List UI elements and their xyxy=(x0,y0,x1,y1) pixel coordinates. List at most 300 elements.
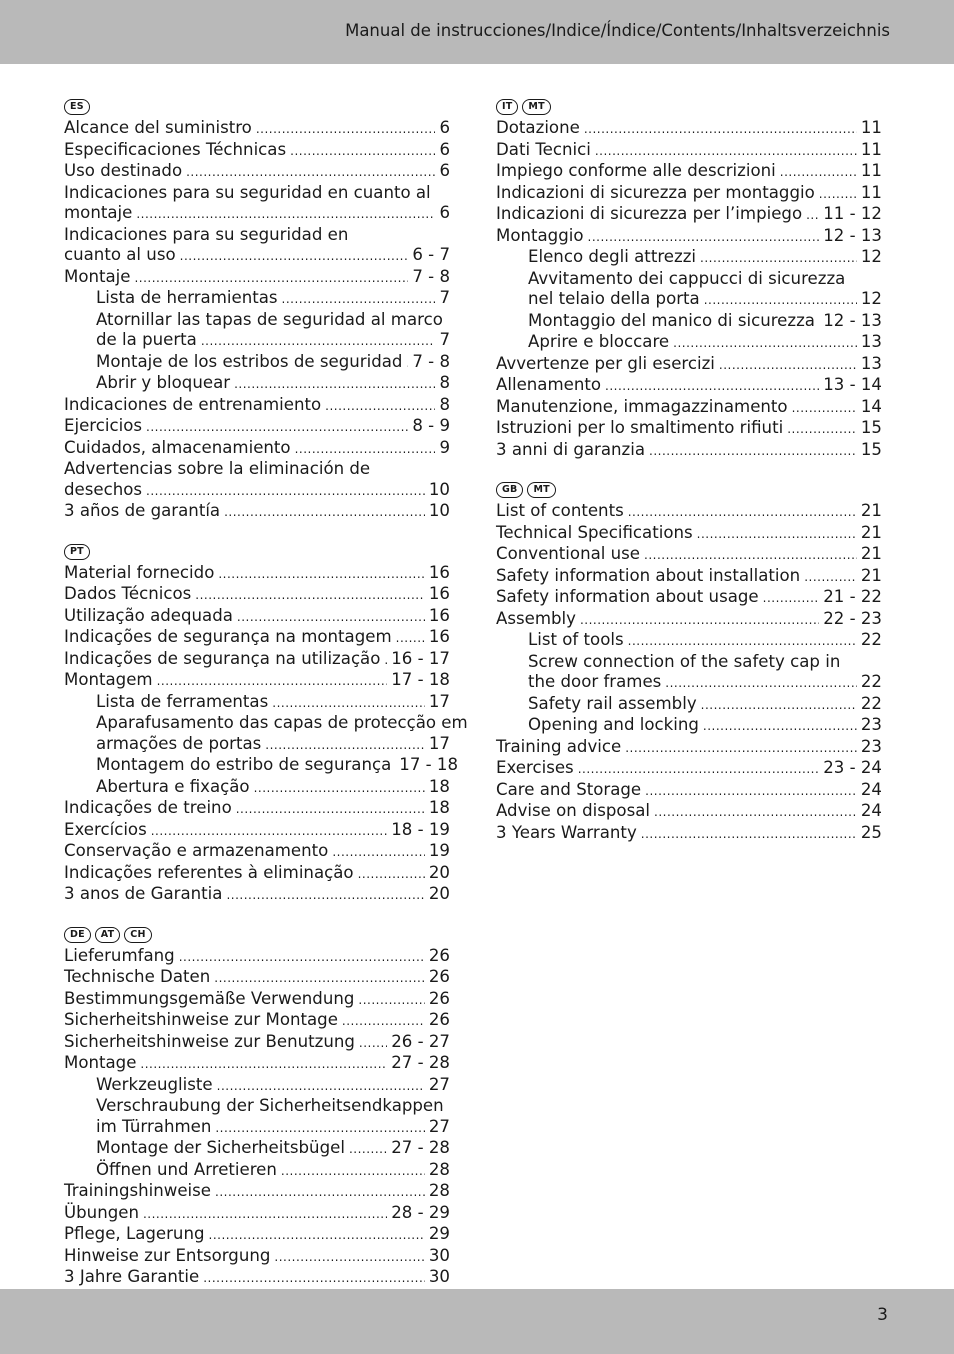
toc-entry xyxy=(496,544,882,566)
toc-entry xyxy=(496,161,882,183)
header-title: Manual de instrucciones/Indice/Índice/Contents/Inhaltsverzeichnis xyxy=(345,21,890,40)
dot-leader xyxy=(136,204,435,225)
toc-entry-title: Indicaciones de entrenamiento xyxy=(64,394,322,414)
toc-entry-title: List of tools xyxy=(528,630,624,649)
dot-leader xyxy=(236,799,425,820)
toc-entry-lead: Indicaciones para su seguridad en cuanto al xyxy=(64,182,431,202)
toc-entry xyxy=(64,820,450,842)
toc-entry-page: 25 xyxy=(860,822,882,842)
toc-entry-page: 17 - 18 xyxy=(391,670,450,689)
toc-entry xyxy=(64,1053,450,1075)
toc-entry xyxy=(496,737,882,759)
toc-entry-page: 16 - 17 xyxy=(391,648,450,668)
toc-entry-page: 9 xyxy=(439,437,450,457)
dot-leader xyxy=(179,947,425,968)
toc-subentry xyxy=(496,630,882,652)
toc-entry xyxy=(64,1246,450,1268)
toc-entry-page: 21 xyxy=(860,544,882,563)
toc-subentry xyxy=(64,1160,450,1182)
toc-entry-title: Safety information about installation xyxy=(496,565,801,585)
toc-entry xyxy=(496,204,882,226)
toc-entry xyxy=(496,780,882,802)
dot-leader xyxy=(641,824,857,845)
dot-leader xyxy=(151,821,387,842)
toc-entry-page: 8 xyxy=(439,394,450,414)
toc-entry-page: 21 xyxy=(860,522,882,542)
toc-entry-title: 3 Years Warranty xyxy=(496,822,637,842)
toc-section-it xyxy=(496,96,882,461)
dot-leader xyxy=(792,398,857,419)
toc-entry-title: Indicações de segurança na utilização xyxy=(64,648,381,668)
page-header xyxy=(0,0,954,64)
toc-entry-page: 14 xyxy=(860,396,882,416)
toc-entry-title: Technical Specifications xyxy=(496,522,693,542)
dot-leader xyxy=(384,650,387,671)
dot-leader xyxy=(396,628,425,649)
toc-entry xyxy=(64,563,450,585)
toc-entry-page: 26 - 27 xyxy=(391,1031,450,1051)
toc-entry-title: 3 años de garantía xyxy=(64,501,221,520)
toc-entry xyxy=(64,118,450,140)
dot-leader xyxy=(697,524,857,545)
toc-entry-title: Indicações referentes à eliminação xyxy=(64,862,354,882)
toc-entry xyxy=(64,501,450,523)
toc-entry-page: 22 xyxy=(860,672,882,691)
toc-entry-lead: Indicaciones para su seguridad en xyxy=(64,224,349,244)
dot-leader xyxy=(203,1268,425,1289)
dot-leader xyxy=(584,119,857,140)
toc-entry-page: 26 xyxy=(428,988,450,1008)
toc-entry-title: Exercises xyxy=(496,758,574,777)
dot-leader xyxy=(763,588,820,609)
toc-entry-title: Elenco degli attrezzi xyxy=(528,247,697,266)
toc-entry-page: 28 - 29 xyxy=(391,1202,450,1222)
toc-entry xyxy=(496,587,882,609)
toc-entry-page: 17 - 18 xyxy=(399,755,459,774)
language-badge-ch: CH xyxy=(124,927,151,943)
toc-subentry xyxy=(64,1117,450,1139)
toc-entry-title: Montaggio del manico di sicurezza xyxy=(528,310,815,330)
toc-entry-title: Montage xyxy=(64,1053,137,1072)
dot-leader xyxy=(780,162,857,183)
toc-entry-title: Indicazioni di sicurezza per montaggio xyxy=(496,182,815,202)
dot-leader xyxy=(804,567,857,588)
toc-entry-page: 11 - 12 xyxy=(823,204,882,223)
dot-leader xyxy=(359,1033,387,1054)
toc-entry xyxy=(496,418,882,440)
toc-entry-title: montaje xyxy=(64,203,133,222)
toc-entry-page: 11 xyxy=(860,118,882,137)
dot-leader xyxy=(195,585,425,606)
toc-entry-page: 26 xyxy=(428,1010,450,1029)
toc-section-de xyxy=(64,924,450,1289)
toc-entry-title: Advise on disposal xyxy=(496,801,650,820)
dot-leader xyxy=(140,1054,387,1075)
dot-leader xyxy=(217,1076,425,1097)
toc-subentry xyxy=(64,352,450,374)
dot-leader xyxy=(224,502,425,523)
toc-entry-page: 24 xyxy=(860,779,882,799)
toc-entry xyxy=(64,1010,450,1032)
toc-entry-lead: Atornillar las tapas de seguridad al marco xyxy=(96,309,443,329)
toc-entry xyxy=(64,438,450,460)
toc-entry-page: 8 - 9 xyxy=(412,416,450,435)
toc-entry xyxy=(64,946,450,968)
toc-entry-page: 23 xyxy=(860,715,882,734)
toc-entry-title: Care and Storage xyxy=(496,779,642,799)
dot-leader xyxy=(625,738,857,759)
toc-entry xyxy=(64,203,450,225)
toc-entry-title: Conservação e armazenamento xyxy=(64,841,329,860)
toc-entry-title: Istruzioni per lo smaltimento rifiuti xyxy=(496,418,784,437)
toc-entry-title: Öffnen und Arretieren xyxy=(96,1159,277,1179)
language-badge-es: ES xyxy=(64,99,90,115)
dot-leader xyxy=(180,246,409,267)
toc-entry xyxy=(64,841,450,863)
toc-entry-title: Conventional use xyxy=(496,544,641,563)
toc-entry-page: 16 xyxy=(428,584,450,603)
toc-entry-title: Abertura e fixação xyxy=(96,776,250,796)
toc-entry-title: im Türrahmen xyxy=(96,1116,212,1136)
toc-entry-title: Indicações de segurança na montagem xyxy=(64,627,392,646)
toc-entry xyxy=(496,354,882,376)
toc-entry-page: 27 - 28 xyxy=(391,1053,450,1072)
dot-leader xyxy=(146,481,425,502)
toc-entry-title: Aprire e bloccare xyxy=(528,332,670,351)
toc-entry xyxy=(496,609,882,631)
toc-entry-page: 29 xyxy=(428,1224,450,1243)
dot-leader xyxy=(274,1247,424,1268)
toc-entry-page: 20 xyxy=(428,884,450,903)
toc-entry-page: 13 - 14 xyxy=(823,375,882,394)
toc-entry-page: 13 xyxy=(860,332,882,351)
toc-entry xyxy=(64,967,450,989)
toc-entry-title: armações de portas xyxy=(96,733,262,753)
toc-entry-page: 6 xyxy=(439,118,450,137)
dot-leader xyxy=(673,333,857,354)
language-badge-gb: GB xyxy=(496,482,523,498)
toc-entry xyxy=(64,1267,450,1289)
toc-section-pt xyxy=(64,541,468,906)
toc-entry xyxy=(496,823,882,845)
toc-entry-title: Indicazioni di sicurezza per l’impiego xyxy=(496,204,803,223)
toc-entry xyxy=(64,989,450,1011)
toc-entry-page: 10 xyxy=(428,501,450,520)
dot-leader xyxy=(628,631,857,652)
toc-entry-page: 15 xyxy=(860,439,882,459)
toc-subentry xyxy=(64,1138,450,1160)
dot-leader xyxy=(256,119,436,140)
toc-entry xyxy=(64,1181,450,1203)
toc-entry-title: Bestimmungsgemäße Verwendung xyxy=(64,988,355,1008)
dot-leader xyxy=(654,802,857,823)
toc-entry-page: 17 xyxy=(428,733,450,753)
toc-entry-page: 20 xyxy=(428,862,450,882)
toc-entry xyxy=(64,670,450,692)
toc-entry-page: 15 xyxy=(860,418,882,437)
toc-entry-title: Lista de herramientas xyxy=(96,288,278,307)
toc-entry-page: 30 xyxy=(428,1245,450,1265)
toc-entry-lead: Aparafusamento das capas de protecção em xyxy=(96,713,468,732)
toc-entry-page: 19 xyxy=(428,841,450,860)
dot-leader xyxy=(186,162,435,183)
toc-entry-title: Sicherheitshinweise zur Montage xyxy=(64,1010,338,1029)
toc-entry xyxy=(64,140,450,162)
toc-entry-title: Especificaciones Téchnicas xyxy=(64,139,287,159)
toc-entry-page: 6 xyxy=(439,161,450,180)
toc-entry-title: Montagem xyxy=(64,670,153,689)
toc-entry-page: 12 - 13 xyxy=(823,225,882,245)
dot-leader xyxy=(143,1204,387,1225)
dot-leader xyxy=(272,693,425,714)
toc-entry-page: 7 - 8 xyxy=(412,351,450,371)
toc-entry-page: 28 xyxy=(428,1181,450,1200)
dot-leader xyxy=(146,417,408,438)
dot-leader xyxy=(209,1225,425,1246)
dot-leader xyxy=(644,545,857,566)
toc-subentry xyxy=(64,373,450,395)
toc-entry-page: 27 xyxy=(428,1116,450,1136)
dot-leader xyxy=(580,610,819,631)
toc-subentry xyxy=(64,1075,450,1097)
toc-section-gb xyxy=(496,479,882,844)
toc-entry-title: Abrir y bloquear xyxy=(96,373,231,392)
toc-entry-title: Safety rail assembly xyxy=(528,693,697,713)
toc-entry xyxy=(496,566,882,588)
toc-entry xyxy=(64,627,450,649)
dot-leader xyxy=(806,205,819,226)
toc-entry-title: Trainingshinweise xyxy=(64,1181,212,1200)
toc-entry-page: 17 xyxy=(428,691,450,711)
toc-entry xyxy=(496,226,882,248)
toc-entry-title: nel telaio della porta xyxy=(528,289,700,308)
dot-leader xyxy=(325,396,435,417)
language-badge-pt: PT xyxy=(64,544,90,560)
toc-entry-lead: Screw connection of the safety cap in xyxy=(528,651,841,671)
toc-entry-title: Hinweise zur Entsorgung xyxy=(64,1245,271,1265)
language-badge-at: AT xyxy=(95,927,121,943)
toc-entry-title: Montaje xyxy=(64,266,131,286)
toc-entry-title: Ejercicios xyxy=(64,416,143,435)
toc-entry xyxy=(64,416,450,438)
toc-entry xyxy=(64,245,450,267)
language-badge-mt: MT xyxy=(522,99,550,115)
toc-entry-title: Dati Tecnici xyxy=(496,139,591,159)
toc-entry xyxy=(496,183,882,205)
toc-entry xyxy=(64,584,450,606)
dot-leader xyxy=(595,141,857,162)
toc-entry-page: 16 xyxy=(428,605,450,625)
toc-entry-title: de la puerta xyxy=(96,330,197,349)
dot-leader xyxy=(701,695,857,716)
dot-leader xyxy=(605,376,819,397)
language-badges xyxy=(64,96,450,118)
toc-entry-page: 24 xyxy=(860,801,882,820)
toc-entry-title: Montaggio xyxy=(496,225,584,245)
dot-leader xyxy=(295,439,436,460)
right-column xyxy=(496,96,882,862)
toc-entry-title: Manutenzione, immagazzinamento xyxy=(496,396,788,416)
dot-leader xyxy=(332,842,425,863)
toc-entry xyxy=(496,397,882,419)
toc-entry-title: Material fornecido xyxy=(64,562,215,582)
toc-entry xyxy=(64,863,450,885)
toc-entry-page: 23 - 24 xyxy=(823,758,882,777)
toc-entry-page: 6 xyxy=(439,139,450,159)
toc-entry-title: Allenamento xyxy=(496,375,602,394)
dot-leader xyxy=(282,289,436,310)
toc-entry-page: 6 - 7 xyxy=(412,245,450,264)
page-number: 3 xyxy=(877,1305,888,1325)
language-badge-de: DE xyxy=(64,927,91,943)
toc-entry-title: Montagem do estribo de segurança xyxy=(96,755,392,774)
toc-entry-title: Training advice xyxy=(496,736,622,756)
toc-subentry xyxy=(496,672,882,694)
dot-leader xyxy=(406,353,408,374)
toc-entry-title: Avvertenze per gli esercizi xyxy=(496,353,715,373)
toc-entry xyxy=(496,523,882,545)
toc-entry-page: 7 - 8 xyxy=(412,266,450,286)
toc-entry-lead: Avvitamento dei cappucci di sicurezza xyxy=(528,268,846,288)
toc-entry-page: 26 xyxy=(428,945,450,965)
dot-leader xyxy=(358,990,424,1011)
toc-entry-page: 30 xyxy=(428,1267,450,1286)
language-badges xyxy=(64,541,450,563)
dot-leader xyxy=(281,1161,425,1182)
toc-subentry xyxy=(64,692,450,714)
toc-entry-page: 27 - 28 xyxy=(391,1138,450,1157)
toc-entry-page: 22 - 23 xyxy=(823,608,882,628)
dot-leader xyxy=(342,1011,425,1032)
toc-entry-page: 16 xyxy=(428,562,450,582)
toc-entry-page: 21 xyxy=(860,501,882,520)
toc-entry xyxy=(496,140,882,162)
toc-entry xyxy=(64,161,450,183)
toc-entry-title: Utilização adequada xyxy=(64,605,233,625)
dot-leader xyxy=(234,374,435,395)
dot-leader xyxy=(704,290,857,311)
toc-entry-title: Dotazione xyxy=(496,118,580,137)
language-badges xyxy=(496,479,882,501)
toc-entry-title: Assembly xyxy=(496,608,576,628)
toc-entry-title: Cuidados, almacenamiento xyxy=(64,437,291,457)
toc-entry xyxy=(496,501,882,523)
toc-entry-title: Sicherheitshinweise zur Benutzung xyxy=(64,1031,355,1051)
toc-entry-page: 12 - 13 xyxy=(823,310,882,330)
toc-entry-page: 18 xyxy=(428,798,450,817)
toc-subentry xyxy=(64,734,450,756)
toc-entry xyxy=(64,884,450,906)
toc-entry-title: Uso destinado xyxy=(64,161,183,180)
toc-entry-title: desechos xyxy=(64,479,143,499)
toc-subentry xyxy=(496,332,882,354)
toc-entry-page: 7 xyxy=(439,288,450,307)
page-footer xyxy=(0,1289,954,1354)
toc-section-es xyxy=(64,96,450,523)
toc-entry-page: 28 xyxy=(428,1159,450,1179)
dot-leader xyxy=(226,885,424,906)
toc-entry-lead: Advertencias sobre la eliminación de xyxy=(64,459,371,478)
toc-subentry xyxy=(496,715,882,737)
toc-entry-title: 3 Jahre Garantie xyxy=(64,1267,200,1286)
toc-entry-page: 10 xyxy=(428,479,450,499)
toc-entry-title: 3 anni di garanzia xyxy=(496,439,646,459)
dot-leader xyxy=(134,268,408,289)
toc-entry xyxy=(496,118,882,140)
toc-subentry xyxy=(496,247,882,269)
toc-subentry xyxy=(496,694,882,716)
toc-entry-page: 18 - 19 xyxy=(391,819,450,839)
toc-entry xyxy=(64,480,450,502)
toc-entry xyxy=(64,798,450,820)
toc-entry xyxy=(496,440,882,462)
toc-entry-page: 16 xyxy=(428,627,450,646)
toc-entry-title: Lista de ferramentas xyxy=(96,691,269,711)
dot-leader xyxy=(628,502,857,523)
toc-entry xyxy=(496,801,882,823)
toc-entry-page: 27 xyxy=(428,1074,450,1094)
dot-leader xyxy=(254,778,425,799)
toc-entry xyxy=(64,1224,450,1246)
toc-entry-title: the door frames xyxy=(528,672,662,691)
toc-entry-title: Indicações de treino xyxy=(64,798,232,817)
toc-entry-page: 22 xyxy=(860,630,882,649)
dot-leader xyxy=(218,564,425,585)
dot-leader xyxy=(787,419,857,440)
language-badges xyxy=(64,924,450,946)
toc-entry-title: List of contents xyxy=(496,501,624,520)
toc-entry xyxy=(64,1203,450,1225)
toc-entry xyxy=(64,267,450,289)
dot-leader xyxy=(645,781,857,802)
dot-leader xyxy=(215,1118,425,1139)
toc-entry-page: 21 - 22 xyxy=(823,587,882,606)
toc-entry-title: Technische Daten xyxy=(64,967,211,986)
toc-entry-page: 12 xyxy=(860,289,882,308)
toc-subentry xyxy=(496,311,882,333)
toc-subentry xyxy=(64,755,459,777)
toc-subentry xyxy=(64,288,450,310)
dot-leader xyxy=(578,759,820,780)
dot-leader xyxy=(349,1139,387,1160)
toc-entry-page: 22 xyxy=(860,693,882,713)
toc-entry-title: Montage der Sicherheitsbügel xyxy=(96,1138,345,1157)
toc-entry-page: 18 xyxy=(428,776,450,796)
toc-entry-title: Alcance del suministro xyxy=(64,118,252,137)
toc-entry-page: 12 xyxy=(860,247,882,266)
toc-entry-title: Pflege, Lagerung xyxy=(64,1224,205,1243)
dot-leader xyxy=(201,331,436,352)
toc-entry-title: 3 anos de Garantia xyxy=(64,884,223,903)
toc-entry-title: Lieferumfang xyxy=(64,945,175,965)
toc-subentry xyxy=(64,330,450,352)
toc-entry xyxy=(496,758,882,780)
toc-entry xyxy=(496,375,882,397)
dot-leader xyxy=(588,227,820,248)
toc-entry-title: Montaje de los estribos de seguridad xyxy=(96,351,403,371)
dot-leader xyxy=(700,248,857,269)
toc-entry-lead: Verschraubung der Sicherheitsendkappen xyxy=(96,1096,444,1115)
toc-entry-page: 21 xyxy=(860,565,882,585)
dot-leader xyxy=(719,355,857,376)
dot-leader xyxy=(290,141,435,162)
dot-leader xyxy=(703,716,857,737)
dot-leader xyxy=(214,968,425,989)
toc-entry-page: 8 xyxy=(439,373,450,392)
toc-entry-title: Dados Técnicos xyxy=(64,584,192,603)
language-badge-mt: MT xyxy=(527,482,555,498)
toc-subentry xyxy=(64,777,450,799)
